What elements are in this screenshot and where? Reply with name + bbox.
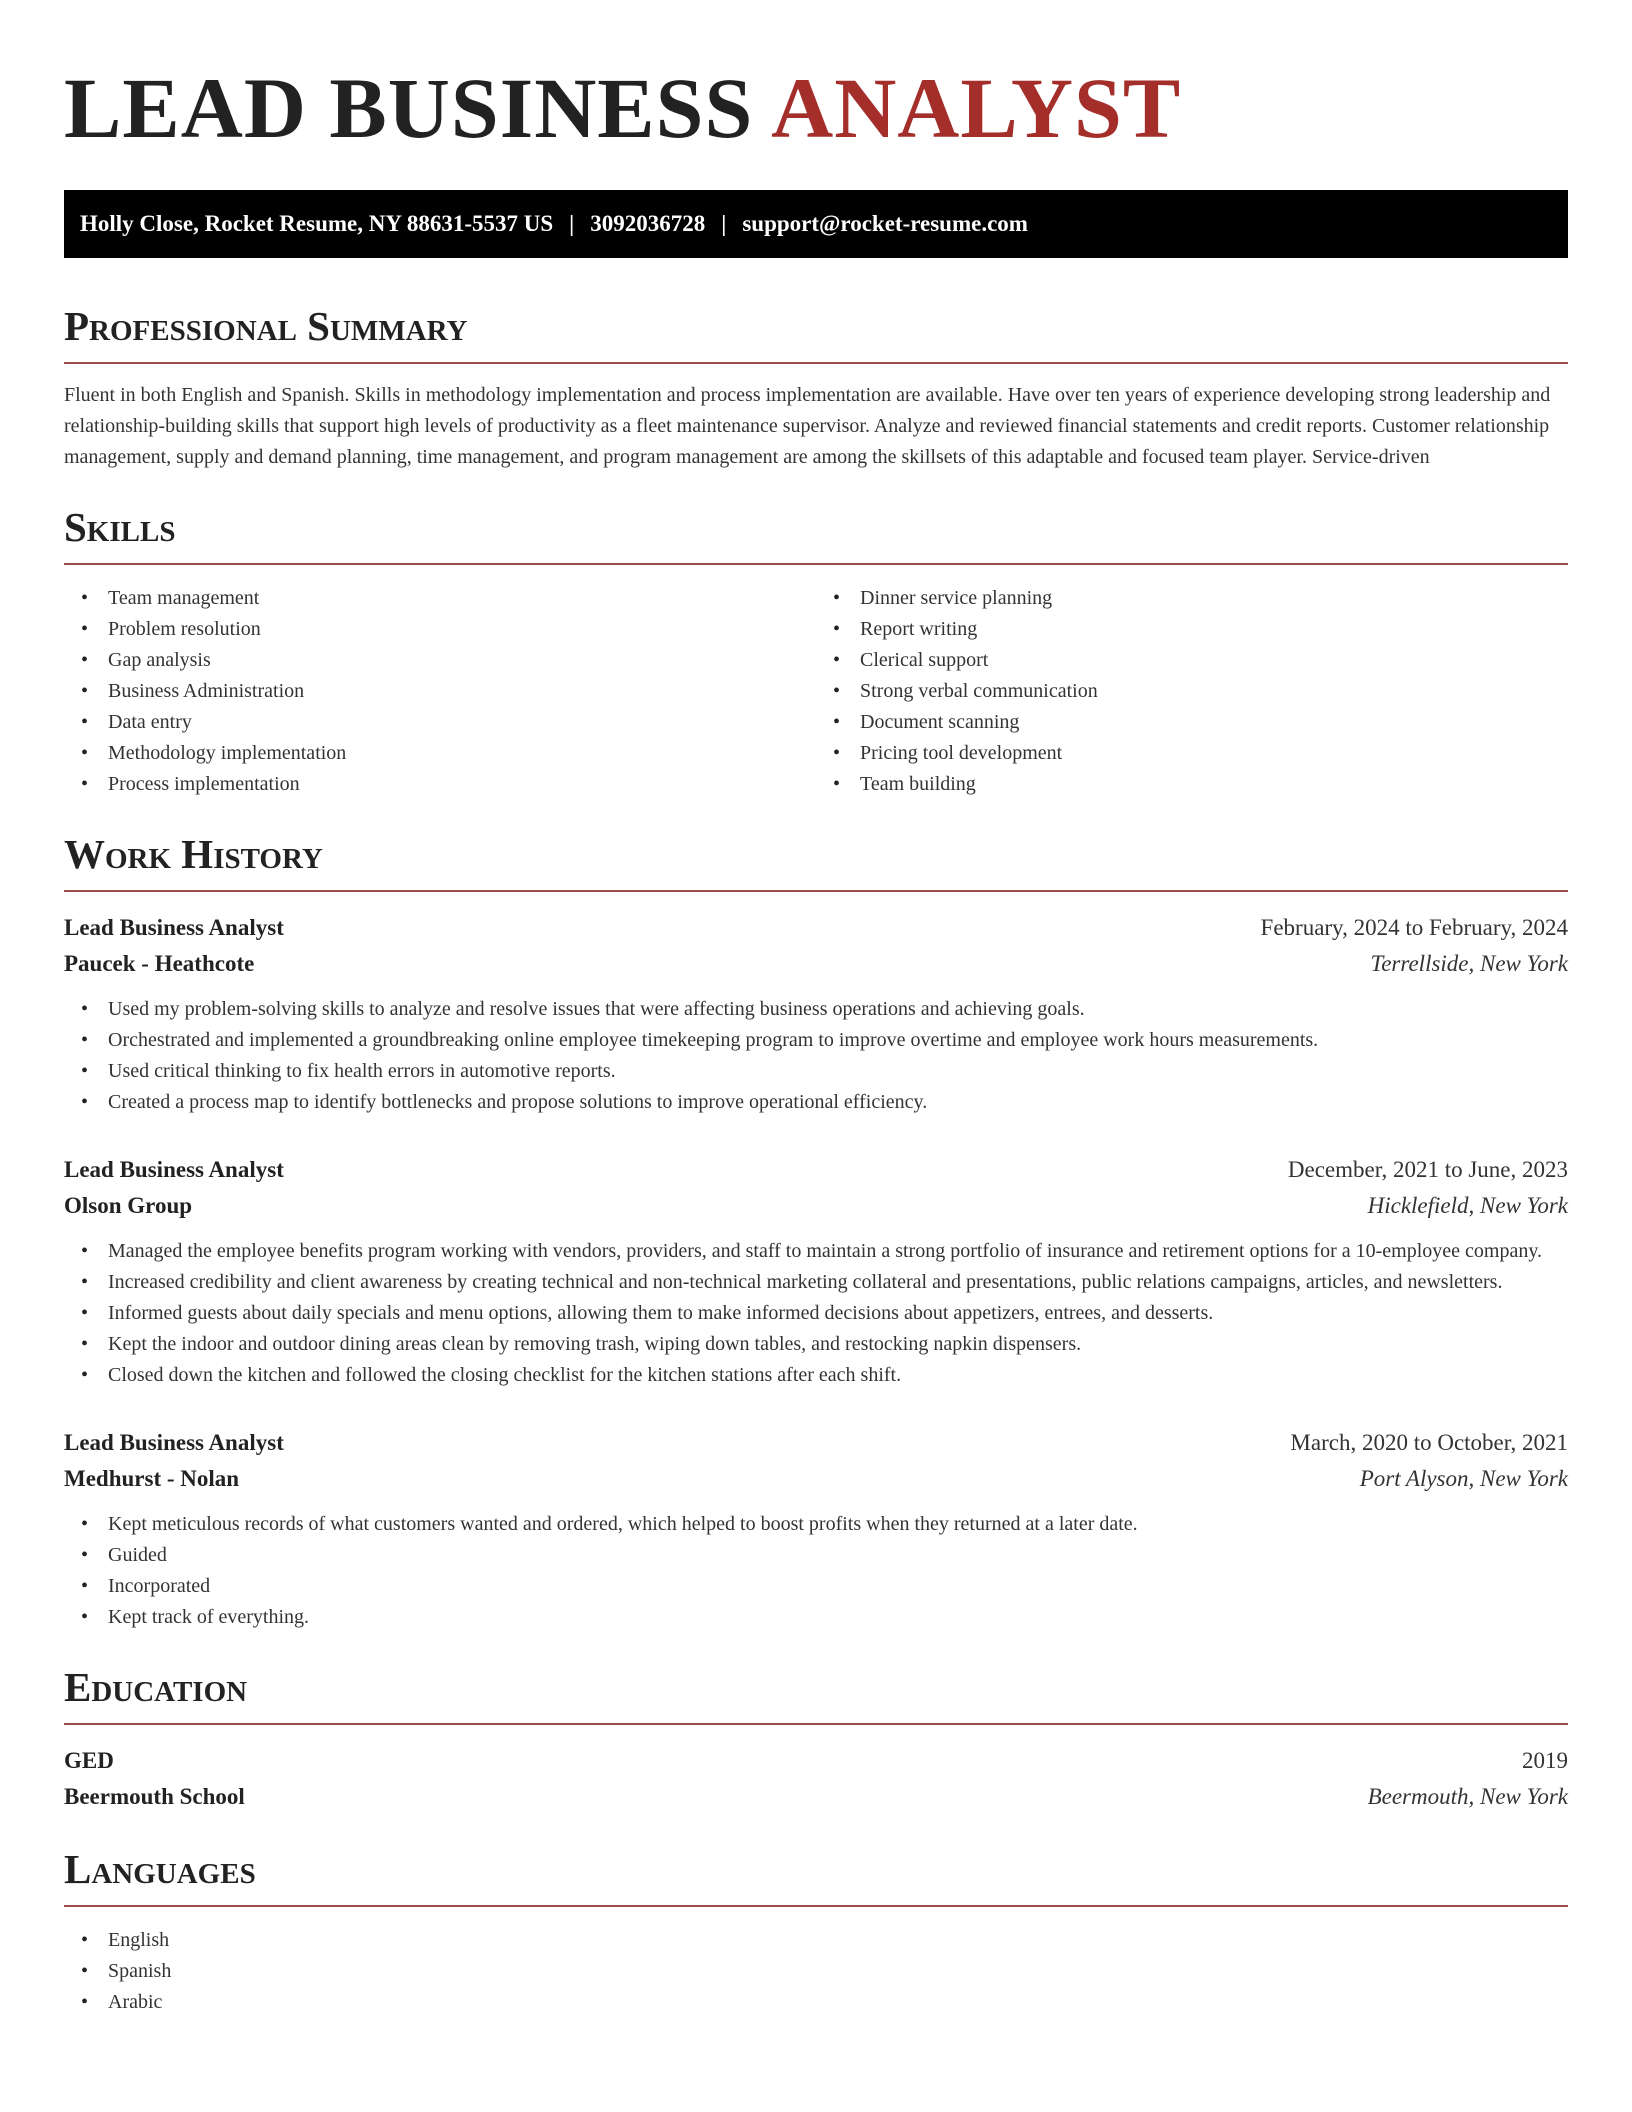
job-company: Medhurst - Nolan xyxy=(64,1466,240,1491)
job-company: Olson Group xyxy=(64,1193,193,1218)
job-dates: February, 2024 to February, 2024 xyxy=(1260,915,1568,940)
title-accent: ANALYST xyxy=(771,60,1182,156)
education-location: Beermouth, New York xyxy=(1367,1784,1568,1809)
job-dates: December, 2021 to June, 2023 xyxy=(1287,1157,1568,1182)
job-bullet: • Created a process map to identify bottlenecks and propose solutions to improve operational efficiency. xyxy=(64,1087,1568,1118)
job-bullets xyxy=(64,1509,1568,1633)
job-title: Lead Business Analyst xyxy=(64,1430,284,1455)
job-title: Lead Business Analyst xyxy=(64,915,284,940)
education-degree: GED xyxy=(64,1748,114,1773)
job-bullet: • Closed down the kitchen and followed the closing checklist for the kitchen stations after each shift. xyxy=(64,1360,1568,1391)
language-item: • Arabic xyxy=(64,1987,1568,2018)
skill-item: • Team management xyxy=(64,583,816,614)
education-year: 2019 xyxy=(1522,1748,1568,1773)
job-bullet: • Used critical thinking to fix health errors in automotive reports. xyxy=(64,1056,1568,1087)
skills-left-list xyxy=(64,583,816,800)
job-location: Port Alyson, New York xyxy=(1359,1466,1568,1491)
work-history-section xyxy=(64,830,1568,1633)
education-heading: Education xyxy=(64,1663,1568,1725)
job-bullet: • Incorporated xyxy=(64,1571,1568,1602)
languages-list xyxy=(64,1925,1568,2018)
summary-section xyxy=(64,302,1568,473)
skill-item: • Report writing xyxy=(816,614,1568,645)
work-history-heading: Work History xyxy=(64,830,1568,892)
skill-item: • Clerical support xyxy=(816,645,1568,676)
skill-item: • Problem resolution xyxy=(64,614,816,645)
skills-right-list xyxy=(816,583,1568,800)
job-entry xyxy=(64,1152,1568,1391)
job-entry xyxy=(64,1425,1568,1633)
skill-item: • Data entry xyxy=(64,707,816,738)
languages-section xyxy=(64,1845,1568,2018)
contact-email: support@rocket-resume.com xyxy=(742,211,1028,236)
job-bullet: • Used my problem-solving skills to analyze and resolve issues that were affecting business operations and achieving goals. xyxy=(64,994,1568,1025)
skill-item: • Dinner service planning xyxy=(816,583,1568,614)
job-location: Terrellside, New York xyxy=(1370,951,1568,976)
contact-separator: | xyxy=(569,211,575,236)
education-school: Beermouth School xyxy=(64,1784,245,1809)
skill-item: • Strong verbal communication xyxy=(816,676,1568,707)
page-title xyxy=(64,60,1568,156)
skills-section xyxy=(64,503,1568,800)
education-entry xyxy=(64,1743,1568,1815)
title-main: LEAD BUSINESS xyxy=(64,60,754,156)
skill-item: • Business Administration xyxy=(64,676,816,707)
summary-heading: Professional Summary xyxy=(64,302,1568,364)
job-entry xyxy=(64,910,1568,1118)
contact-separator: | xyxy=(721,211,727,236)
job-bullet: • Orchestrated and implemented a groundbreaking online employee timekeeping program to improve overtime and employee work hours measurements. xyxy=(64,1025,1568,1056)
skill-item: • Document scanning xyxy=(816,707,1568,738)
job-bullet: • Kept meticulous records of what customers wanted and ordered, which helped to boost profits when they returned at a later date. xyxy=(64,1509,1568,1540)
skills-grid xyxy=(64,583,1568,800)
language-item: • English xyxy=(64,1925,1568,1956)
job-bullet: • Kept track of everything. xyxy=(64,1602,1568,1633)
job-bullet: • Informed guests about daily specials and menu options, allowing them to make informed decisions about appetizers, entrees, and desserts. xyxy=(64,1298,1568,1329)
languages-heading: Languages xyxy=(64,1845,1568,1907)
skill-item: • Methodology implementation xyxy=(64,738,816,769)
job-bullet: • Guided xyxy=(64,1540,1568,1571)
job-bullet: • Increased credibility and client awareness by creating technical and non-technical marketing collateral and presentations, public relations campaigns, articles, and newsletters. xyxy=(64,1267,1568,1298)
job-bullet: • Managed the employee benefits program working with vendors, providers, and staff to maintain a strong portfolio of insurance and retirement options for a 10-employee company. xyxy=(64,1236,1568,1267)
skill-item: • Pricing tool development xyxy=(816,738,1568,769)
job-bullets xyxy=(64,994,1568,1118)
contact-bar xyxy=(64,190,1568,258)
skill-item: • Team building xyxy=(816,769,1568,800)
education-section xyxy=(64,1663,1568,1815)
job-title: Lead Business Analyst xyxy=(64,1157,284,1182)
job-bullets xyxy=(64,1236,1568,1391)
skill-item: • Process implementation xyxy=(64,769,816,800)
skill-item: • Gap analysis xyxy=(64,645,816,676)
summary-text: Fluent in both English and Spanish. Skills in methodology implementation and process implementation are available. Have over ten years of experience developing strong leadership and relationship-building skills that support high levels of productivity as a fleet maintenance supervisor. Analyze and reviewed financial statements and credit reports. Customer relationship management, supply and demand planning, time management, and program management are among the skillsets of this adaptable and focused team player. Service-driven xyxy=(64,384,1551,468)
job-bullet: • Kept the indoor and outdoor dining areas clean by removing trash, wiping down tables, and restocking napkin dispensers. xyxy=(64,1329,1568,1360)
contact-phone: 3092036728 xyxy=(590,211,706,236)
contact-address: Holly Close, Rocket Resume, NY 88631-5537 US xyxy=(80,211,554,236)
language-item: • Spanish xyxy=(64,1956,1568,1987)
skills-heading: Skills xyxy=(64,503,1568,565)
job-location: Hicklefield, New York xyxy=(1367,1193,1568,1218)
job-dates: March, 2020 to October, 2021 xyxy=(1290,1430,1568,1455)
job-company: Paucek - Heathcote xyxy=(64,951,255,976)
